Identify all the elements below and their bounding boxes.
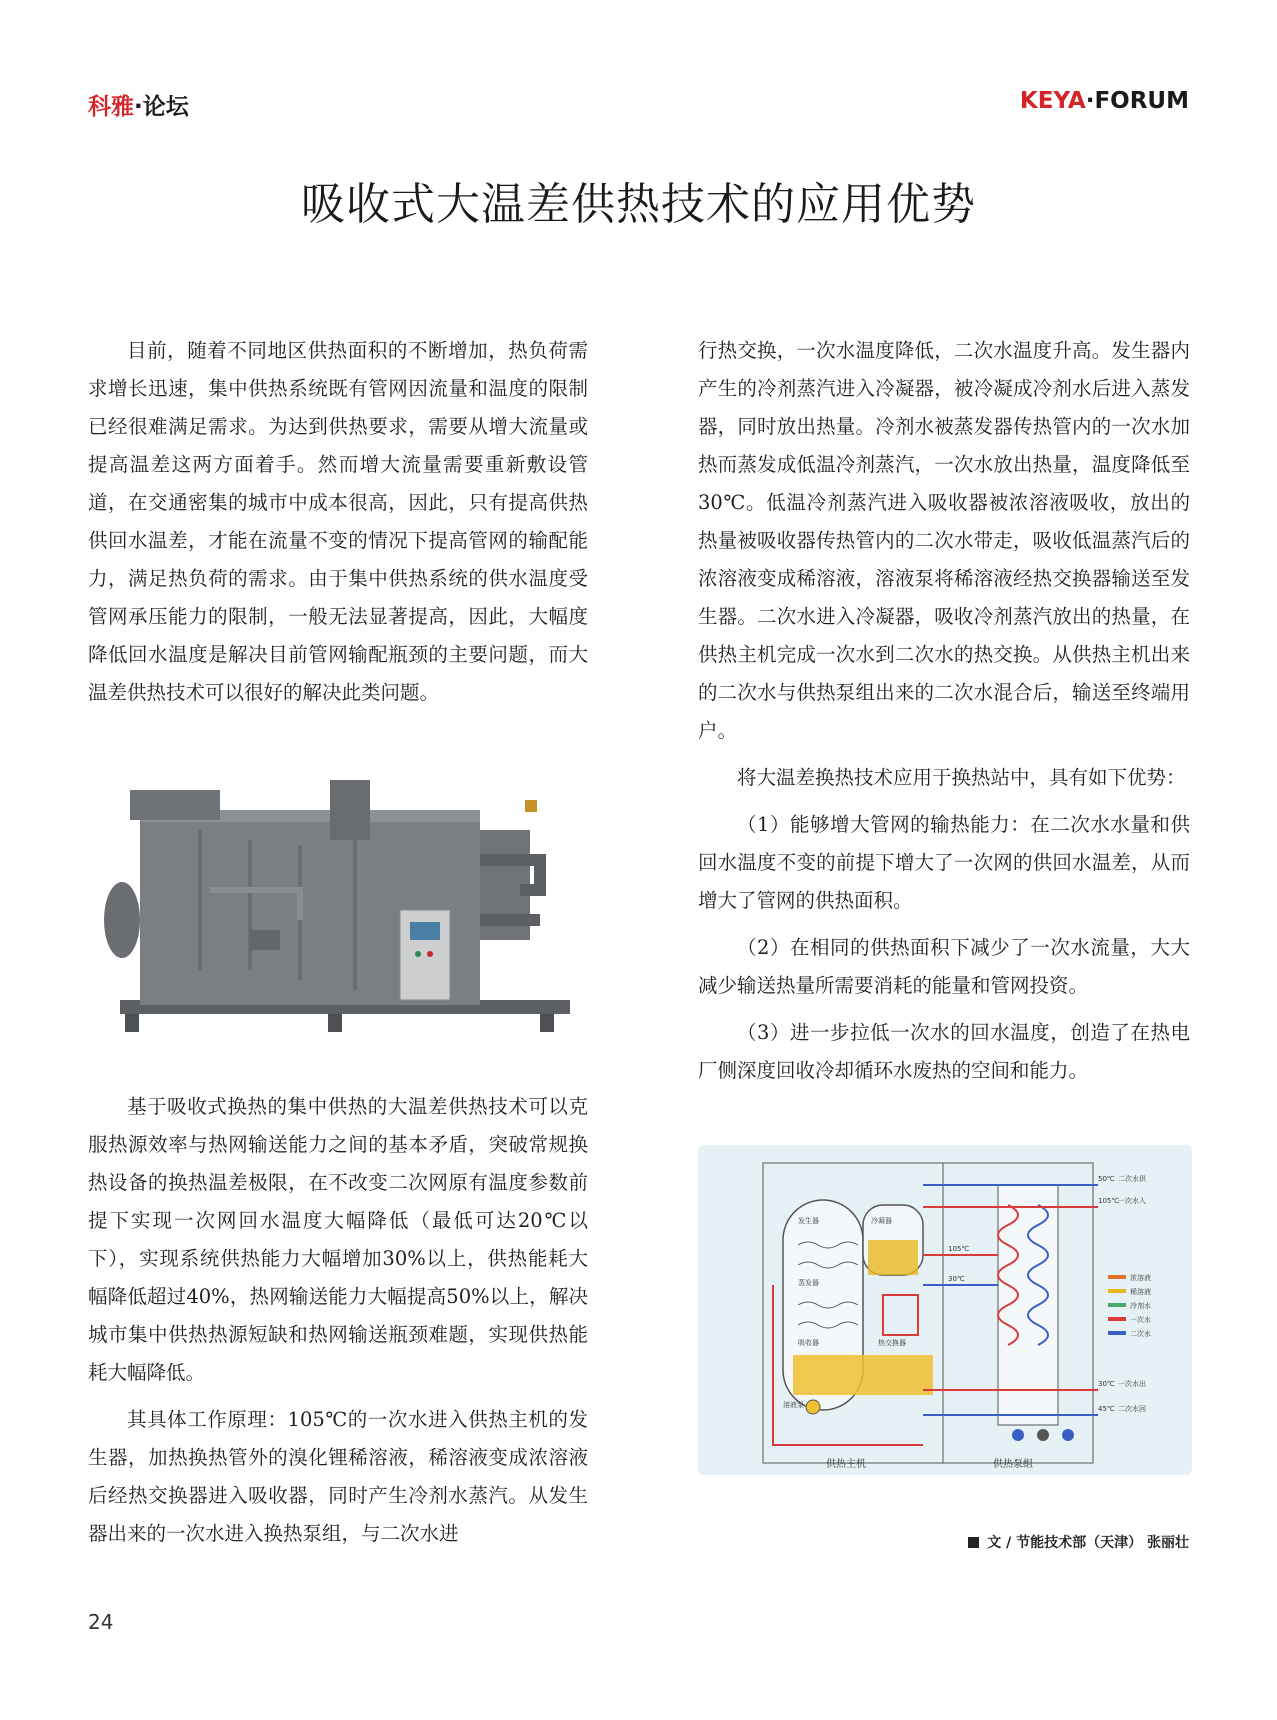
temp-105-in: 105℃ [1098, 1197, 1120, 1205]
legend-swatch [1108, 1275, 1126, 1279]
legend-label: 二次水 [1130, 1330, 1151, 1338]
byline-text: 文 / 节能技术部（天津） 张丽壮 [987, 1535, 1189, 1551]
brand-name-en: KEYA [1019, 88, 1086, 114]
paragraph: 其具体工作原理：105℃的一次水进入供热主机的发生器，加热换热管外的溴化锂稀溶液，稀溶液变成浓溶液后经热交换器进入吸收器，同时产生冷剂水蒸汽。从发生器出来的一次水进入换热泵组，与二次水进 [88, 1408, 588, 1545]
generator-label: 发生器 [798, 1217, 819, 1225]
header-brand-left [88, 88, 189, 121]
evaporator-label: 蒸发器 [798, 1279, 819, 1287]
header-brand-right [1020, 88, 1189, 114]
primary-out-label: 一次水出 [1118, 1380, 1146, 1388]
working-principle-diagram [698, 1145, 1192, 1475]
legend-label: 稀溶液 [1130, 1288, 1151, 1296]
square-icon [968, 1537, 979, 1548]
secondary-supply-label: 二次水供 [1118, 1175, 1146, 1183]
legend-label: 浓溶液 [1130, 1274, 1151, 1282]
temp-30-right: 30℃ [1098, 1380, 1115, 1388]
legend-swatch [1108, 1303, 1126, 1307]
paragraph: 将大温差换热技术应用于换热站中，具有如下优势： [737, 766, 1186, 789]
byline [968, 1532, 1189, 1552]
absorption-unit-photo [100, 770, 592, 1035]
condenser-label: 冷凝器 [871, 1217, 892, 1225]
heat-exchanger-label: 热交换器 [878, 1339, 906, 1347]
paragraph: 行热交换，一次水温度降低，二次水温度升高。发生器内产生的冷剂蒸汽进入冷凝器，被冷凝成冷剂水后进入蒸发器，同时放出热量。冷剂水被蒸发器传热管内的一次水加热而蒸发成低温冷剂蒸汽，一次水放出热量，温度降低至30℃。低温冷剂蒸汽进入吸收器被浓溶液吸收，放出的热量被吸收器传热管内的二次水带走，吸收低温蒸汽后的浓溶液变成稀溶液，溶液泵将稀溶液经热交换器输送至发生器。二次水进入冷凝器，吸收冷剂蒸汽放出的热量，在供热主机完成一次水到二次水的热交换。从供热主机出来的二次水与供热泵组出来的二次水混合后，输送至终端用户。 [698, 339, 1190, 742]
temp-45: 45℃ [1098, 1405, 1115, 1413]
legend-label: 冷剂水 [1130, 1302, 1151, 1310]
legend-swatch [1108, 1289, 1126, 1293]
temp-105-mid: 105℃ [948, 1245, 970, 1253]
paragraph: 基于吸收式换热的集中供热的大温差供热技术可以克服热源效率与热网输送能力之间的基本矛盾，突破常规换热设备的换热温差极限，在不改变二次网原有温度参数前提下实现一次网回水温度大幅降低（最低可达20℃以下），实现系统供热能力大幅增加30%以上，供热能耗大幅降低超过40%，热网输送能力大幅提高50%以上，解决城市集中供热热源短缺和热网输送瓶颈难题，实现供热能耗大幅降低。 [88, 1095, 588, 1384]
temp-30-mid: 30℃ [948, 1275, 965, 1283]
brand-name-cn: 科雅 [88, 94, 134, 120]
paragraph: （3）进一步拉低一次水的回水温度，创造了在热电厂侧深度回收冷却循环水废热的空间和能力。 [698, 1021, 1190, 1082]
temp-50-top: 50℃ [1098, 1175, 1115, 1183]
article-title: 吸收式大温差供热技术的应用优势 [301, 179, 976, 230]
absorber-label: 吸收器 [798, 1339, 819, 1347]
page-number: 24 [88, 1610, 114, 1634]
brand-forum-cn: ·论坛 [134, 94, 189, 120]
diagram-legend [1108, 1273, 1151, 1338]
solution-pump-label: 溶液泵 [783, 1401, 804, 1409]
brand-forum-en: ·FORUM [1085, 88, 1189, 114]
secondary-return-label: 二次水回 [1118, 1405, 1146, 1413]
legend-label: 一次水 [1130, 1316, 1151, 1324]
primary-in-label: 一次水入 [1118, 1197, 1146, 1205]
legend-swatch [1108, 1317, 1126, 1321]
paragraph: （1）能够增大管网的输热能力：在二次水水量和供回水温度不变的前提下增大了一次网的供回水温差，从而增大了管网的供热面积。 [698, 813, 1190, 912]
diagram-caption-left: 供热主机 [826, 1459, 866, 1470]
legend-swatch [1108, 1331, 1126, 1335]
paragraph: 目前，随着不同地区供热面积的不断增加，热负荷需求增长迅速，集中供热系统既有管网因流量和温度的限制已经很难满足需求。为达到供热要求，需要从增大流量或提高温差这两方面着手。然而增大流量需要重新敷设管道，在交通密集的城市中成本很高，因此，只有提高供热供回水温差，才能在流量不变的情况下提高管网的输配能力，满足热负荷的需求。由于集中供热系统的供水温度受管网承压能力的限制，一般无法显著提高，因此，大幅度降低回水温度是解决目前管网输配瓶颈的主要问题，而大温差供热技术可以很好的解决此类问题。 [88, 339, 588, 704]
diagram-caption-right: 供热泵组 [993, 1459, 1033, 1470]
left-column-bottom [88, 1088, 588, 1562]
right-column [698, 332, 1190, 1099]
left-column-top [88, 332, 588, 721]
paragraph: （2）在相同的供热面积下减少了一次水流量，大大减少输送热量所需要消耗的能量和管网投资。 [698, 936, 1190, 997]
